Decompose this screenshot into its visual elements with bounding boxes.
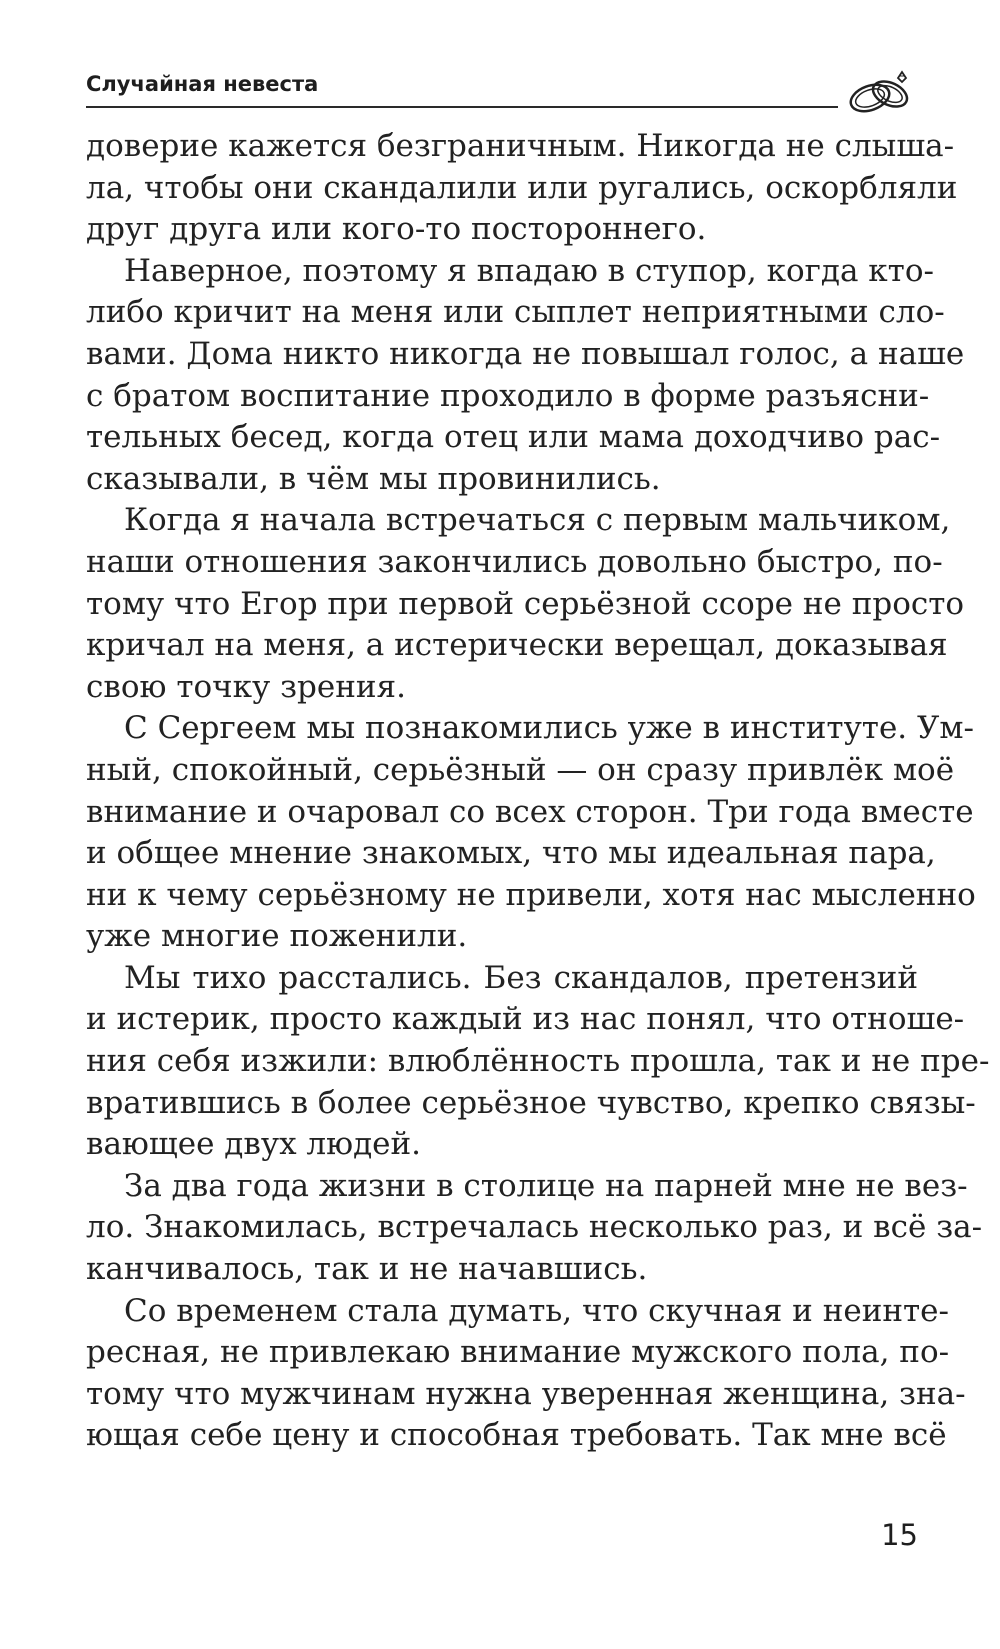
text-line: кричал на меня, а истерически верещал, доказывая [86,627,948,664]
paragraph [86,251,965,501]
main-text [86,126,990,1457]
running-header [86,66,918,110]
text-line: канчивалось, так и не начавшись. [86,1251,648,1288]
text-line: и истерик, просто каждый из нас понял, что отноше- [86,1001,965,1038]
text-line: наши отношения закончились довольно быстро, по- [86,543,943,580]
text-line: доверие кажется безграничным. Никогда не слыша- [86,128,955,164]
paragraph [86,500,965,708]
text-line: сказывали, в чём мы провинились. [86,460,661,497]
paragraph [86,708,976,958]
text-line: За два года жизни в столице на парней мне не вез- [124,1167,968,1204]
paragraph [86,958,990,1166]
text-line: Мы тихо расстались. Без скандалов, претензий [124,959,918,996]
text-line: тому что мужчинам нужна уверенная женщина, зна- [86,1375,966,1412]
text-line: ни к чему серьёзному не привели, хотя нас мысленно [86,876,976,913]
text-line: Наверное, поэтому я впадаю в ступор, когда кто- [124,252,934,289]
text-line: ный, спокойный, серьёзный — он сразу привлёк моё [86,751,955,788]
text-line: с братом воспитание проходило в форме разъясни- [86,377,930,414]
text-line: С Сергеем мы познакомились уже в институте. Ум- [124,710,975,747]
text-line: ло. Знакомилась, встречалась несколько раз, и всё за- [86,1209,983,1246]
text-line: свою точку зрения. [86,668,406,705]
text-line: вающее двух людей. [86,1126,422,1163]
text-line: уже многие поженили. [86,918,468,955]
paragraph [86,1291,966,1457]
text-line: ресная, не привлекаю внимание мужского пола, по- [86,1334,950,1371]
text-line: вратившись в более серьёзное чувство, крепко связы- [86,1084,976,1121]
running-title: Случайная невеста [86,72,319,96]
text-line: Со временем стала думать, что скучная и неинте- [124,1292,949,1329]
text-line: ния себя изжили: влюблённость прошла, так и не пре- [86,1043,990,1080]
text-line: и общее мнение знакомых, что мы идеальная пара, [86,835,936,872]
text-line: внимание и очаровал со всех сторон. Три года вместе [86,793,974,830]
text-line: Когда я начала встречаться с первым мальчиком, [124,502,951,539]
text-line: вами. Дома никто никогда не повышал голос, а наше [86,335,965,372]
text-line: друг друга или кого-то постороннего. [86,211,707,248]
text-line: тельных бесед, когда отец или мама доходчиво рас- [86,419,941,456]
text-line: тому что Егор при первой серьёзной ссоре не просто [86,585,965,622]
wedding-rings-icon [840,68,920,116]
page-number: 15 [881,1518,918,1552]
paragraph [86,1166,983,1291]
header-rule [86,106,838,108]
text-line: ла, чтобы они скандалили или ругались, оскорбляли [86,169,958,206]
text-line: либо кричит на меня или сыплет неприятными сло- [86,294,945,331]
text-line: ющая себе цену и способная требовать. Так мне всё [86,1417,947,1454]
paragraph [86,126,958,251]
